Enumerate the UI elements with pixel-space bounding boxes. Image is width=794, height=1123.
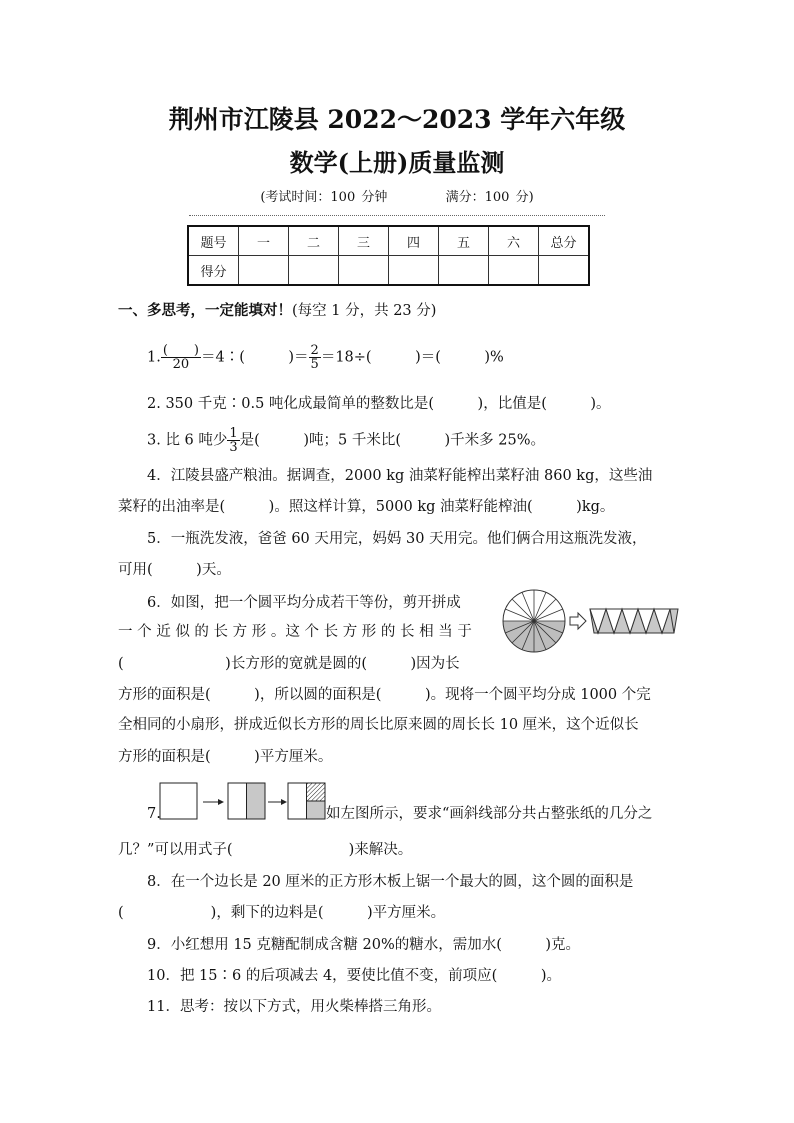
score-header-cell: 总分 [539, 226, 590, 256]
q1-fraction-2 [309, 344, 321, 371]
score-header-cell: 题号 [188, 226, 239, 256]
section-1-title: 一、多思考，一定能填对！ [118, 302, 292, 319]
question-4-line-2: 菜籽的出油率是( )。照这样计算，5000 kg 油菜籽能榨油( )kg。 [118, 499, 615, 515]
question-3 [147, 427, 545, 454]
score-header-cell: 二 [289, 226, 339, 256]
approximate-rectangle-icon [590, 609, 678, 633]
score-input-cell[interactable] [289, 256, 339, 286]
score-input-cell[interactable] [439, 256, 489, 286]
question-4-line-1: 4．江陵县盛产粮油。据调查，2000 kg 油菜籽能榨出菜籽油 860 kg，这些油 [147, 468, 653, 484]
q1-number: 1. [147, 349, 161, 366]
question-7-number: 7. [147, 806, 161, 822]
question-6-line-4: 方形的面积是( )，所以圆的面积是( )。现将一个圆平均分成 1000 个完 [118, 687, 651, 703]
question-6-line-6: 方形的面积是( )平方厘米。 [118, 749, 333, 765]
question-9: 9．小红想用 15 克糖配制成含糖 20%的糖水，需加水( )克。 [147, 937, 581, 953]
q1-tail: ＝18÷( )＝( )% [320, 349, 504, 366]
score-row-label: 得分 [188, 256, 239, 286]
q3-head: 3. 比 6 吨少 [147, 432, 228, 449]
exam-title-line2: 数学(上册)质量监测 [289, 148, 505, 177]
score-header-cell: 三 [339, 226, 389, 256]
question-5-line-2: 可用( )天。 [118, 562, 231, 578]
q1-middle: ＝4∶( )＝ [201, 349, 309, 366]
q1-frac1-den: 20 [172, 357, 190, 372]
full-score: 满分：100 分) [445, 190, 534, 205]
arrow-right-icon [203, 799, 224, 805]
score-header-cell: 四 [389, 226, 439, 256]
question-2: 2. 350 千克∶0.5 吨化成最简单的整数比是( )，比值是( )。 [147, 396, 611, 412]
question-6-line-2: 一 个 近 似 的 长 方 形 。这 个 长 方 形 的 长 相 当 于 [118, 624, 472, 640]
score-table-header-row [188, 226, 589, 256]
q1-frac2-num: 2 [310, 343, 319, 358]
question-1 [147, 344, 504, 371]
whole-paper-square [160, 783, 197, 819]
section-1-note: (每空 1 分，共 23 分) [292, 303, 437, 319]
score-header-cell: 五 [439, 226, 489, 256]
question-5-line-1: 5．一瓶洗发液，爸爸 60 天用完，妈妈 30 天用完。他们俩合用这瓶洗发液， [147, 531, 647, 547]
question-6-line-5: 全相同的小扇形，拼成近似长方形的周长比原来圆的周长长 10 厘米，这个近似长 [118, 717, 639, 733]
dotted-divider [189, 215, 605, 216]
question-6-line-1: 6．如图，把一个圆平均分成若干等份，剪开拼成 [147, 595, 461, 611]
circle-to-rectangle-figure [502, 589, 680, 653]
score-header-cell: 一 [239, 226, 289, 256]
score-input-cell[interactable] [539, 256, 590, 286]
section-1-heading [118, 301, 436, 321]
exam-title-line1: 荆州市江陵县 2022～2023 学年六年级 [168, 105, 626, 134]
score-input-cell[interactable] [239, 256, 289, 286]
score-header-cell: 六 [489, 226, 539, 256]
q1-frac1-num: ( ) [162, 343, 199, 358]
sectored-circle-icon [503, 590, 565, 652]
paper-folding-figure [158, 780, 326, 822]
hatched-portion-square [288, 783, 325, 819]
q1-fraction-1 [161, 344, 201, 371]
question-8-line-2: ( )，剩下的边料是( )平方厘米。 [118, 905, 446, 921]
q3-fraction [227, 427, 239, 454]
q1-frac2-den: 5 [310, 357, 319, 372]
score-input-cell[interactable] [389, 256, 439, 286]
question-6-line-3: ( )长方形的宽就是圆的( )因为长 [118, 656, 460, 672]
half-shaded-square [228, 783, 265, 819]
question-11: 11．思考：按以下方式，用火柴棒搭三角形。 [147, 999, 441, 1015]
score-input-cell[interactable] [339, 256, 389, 286]
score-input-cell[interactable] [489, 256, 539, 286]
exam-time: (考试时间：100 分钟 [260, 190, 388, 205]
score-table [187, 225, 590, 286]
question-8-line-1: 8．在一个边长是 20 厘米的正方形木板上锯一个最大的圆，这个圆的面积是 [147, 874, 634, 890]
question-10: 10．把 15∶6 的后项减去 4，要使比值不变，前项应( )。 [147, 968, 561, 984]
arrow-right-icon [570, 613, 586, 629]
exam-meta [0, 186, 794, 205]
q3-frac-num: 1 [229, 426, 238, 441]
question-7-line-2: 几？”可以用式子( )来解决。 [118, 842, 413, 858]
q3-tail: 是( )吨；5 千米比( )千米多 25%。 [239, 432, 545, 449]
question-7-line-1: 如左图所示，要求“画斜线部分共占整张纸的几分之 [326, 806, 653, 822]
score-table-score-row [188, 256, 589, 286]
arrow-right-icon [268, 799, 287, 805]
q3-frac-den: 3 [229, 440, 238, 455]
